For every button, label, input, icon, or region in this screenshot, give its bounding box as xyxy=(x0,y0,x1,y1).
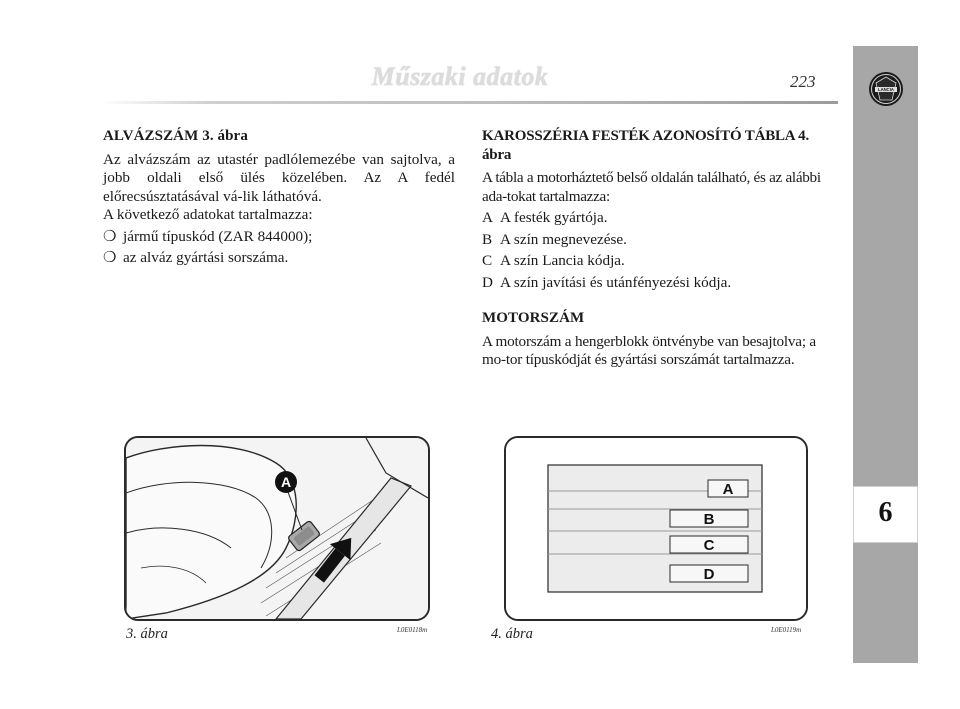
list-item-text: az alváz gyártási sorszáma. xyxy=(123,249,289,266)
chapter-number: 6 xyxy=(878,497,893,528)
figure-4-paint-plate xyxy=(504,436,808,621)
list-item xyxy=(482,252,834,271)
list-item-text: A szín megnevezése. xyxy=(500,230,627,248)
bullet-marker: ❍ xyxy=(103,250,117,266)
list-item-text: jármű típuskód (ZAR 844000); xyxy=(123,227,313,245)
figure-4-code: L0E0119m xyxy=(771,626,802,634)
list-item-letter: B xyxy=(482,230,493,248)
page-title: Műszaki adatok xyxy=(371,62,549,91)
figure-4-caption: 4. ábra xyxy=(491,626,533,642)
page-number: 223 xyxy=(790,72,816,91)
section-heading-engine-number: MOTORSZÁM xyxy=(482,310,585,326)
logo-text: LANCIA xyxy=(878,87,894,92)
engine-number-paragraph: A motorszám a hengerblokk öntvénybe van besajtolva; a mo-tor típuskódját és gyártási sorszámát tartalmazza. xyxy=(482,332,816,368)
vin-paragraph: Az alvázszám az utastér padlólemezébe van sajtolva, a jobb oldali első ülés közelében. Az A fedél előrecsúsztatásával vá-lik láthatóvá. xyxy=(103,150,455,205)
list-item xyxy=(103,249,455,268)
vin-intro: A következő adatokat tartalmazza: xyxy=(103,206,313,223)
plate-label-b: B xyxy=(703,511,715,528)
plate-label-a: A xyxy=(722,481,734,498)
list-item-letter: D xyxy=(482,273,493,291)
left-column xyxy=(103,127,455,268)
list-item-letter: C xyxy=(482,252,493,269)
list-item-text: A szín Lancia kódja. xyxy=(500,252,625,269)
list-item-letter: A xyxy=(482,209,493,226)
bullet-marker: ❍ xyxy=(103,228,117,245)
plate-label-c: C xyxy=(703,537,715,554)
paint-plate-paragraph: A tábla a motorháztető belső oldalán található, és az alábbi ada-tokat tartalmazza: xyxy=(482,169,821,205)
list-item xyxy=(103,228,455,247)
list-item-text: A szín javítási és utánfényezési kódja. xyxy=(500,273,732,291)
figure-3-code: L0E0118m xyxy=(397,626,428,634)
list-item xyxy=(482,231,834,250)
vin-location-illustration xyxy=(126,438,428,619)
list-item-text: A festék gyártója. xyxy=(500,209,608,226)
callout-a-label: A xyxy=(280,474,292,490)
chapter-side-tab xyxy=(853,46,918,663)
section-heading-vin: ALVÁZSZÁM 3. ábra xyxy=(103,128,248,144)
plate-label-d: D xyxy=(703,566,715,583)
figure-3-vin-location xyxy=(124,436,430,621)
list-item xyxy=(482,209,834,228)
paint-plate-illustration xyxy=(506,438,806,619)
header-divider xyxy=(100,101,838,104)
lancia-logo-icon xyxy=(868,71,904,107)
figure-3-caption: 3. ábra xyxy=(126,626,168,642)
right-column xyxy=(482,127,834,370)
section-heading-paint-plate: KAROSSZÉRIA FESTÉK AZONOSÍTÓ TÁBLA 4. ábra xyxy=(482,128,810,163)
list-item xyxy=(482,274,834,293)
